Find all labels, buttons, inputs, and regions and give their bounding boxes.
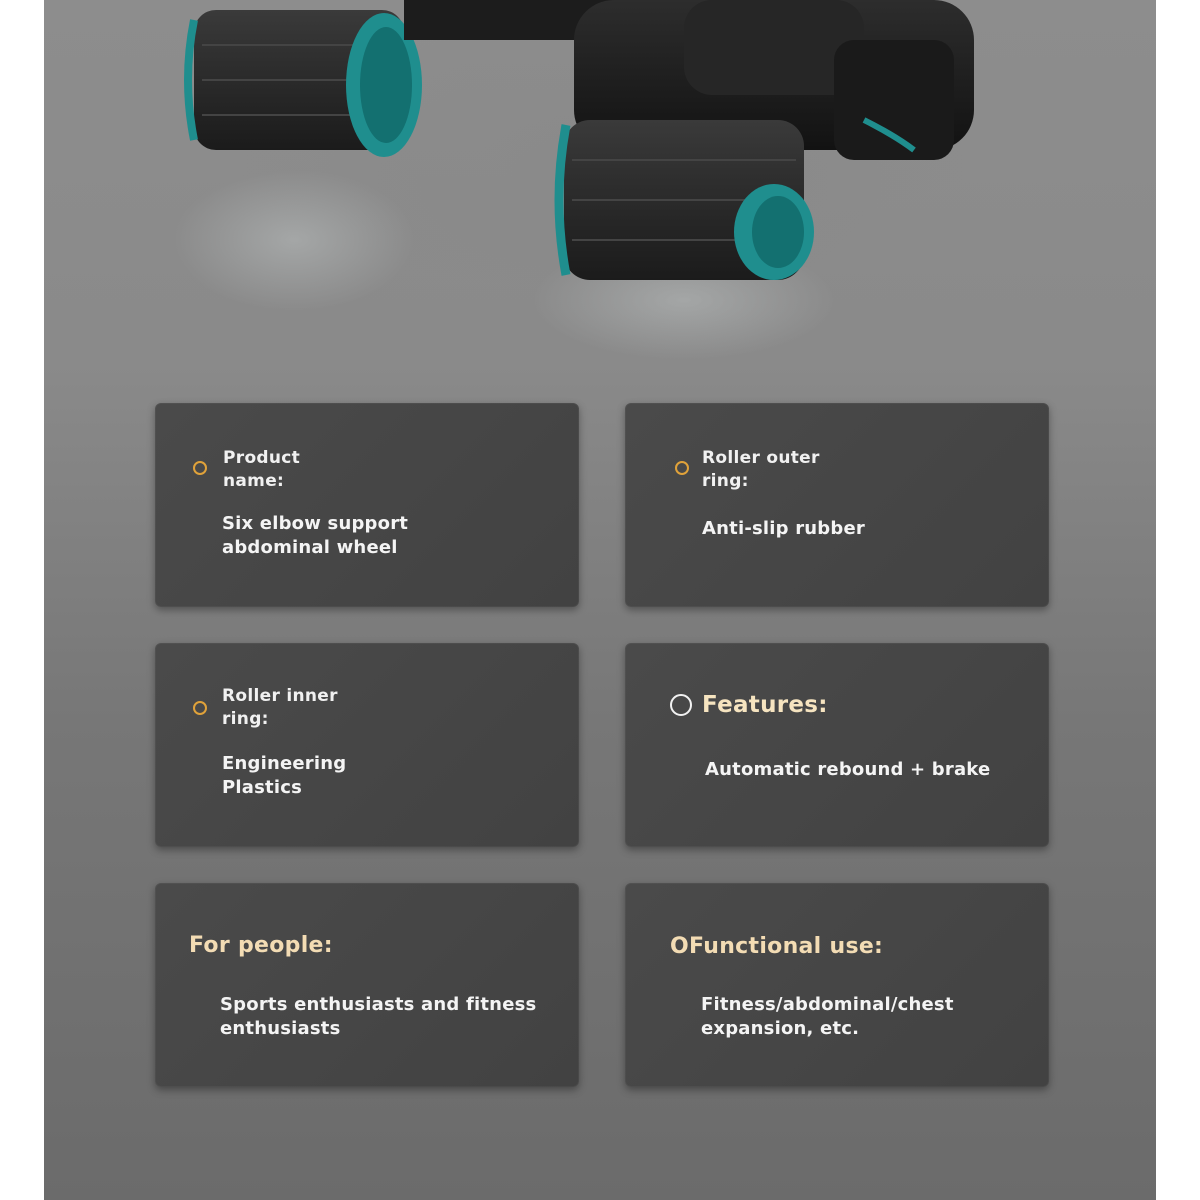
ab-wheel-product-image [44, 0, 1156, 380]
card-label: Roller outer ring: [702, 448, 820, 491]
spec-card-roller-outer-ring [625, 403, 1049, 607]
circle-bullet-icon [675, 461, 689, 475]
circle-bullet-icon [670, 694, 692, 716]
spec-card-roller-inner-ring [155, 643, 579, 847]
card-value: Automatic rebound + brake [705, 759, 991, 780]
card-label: For people: [189, 933, 333, 958]
product-page [44, 0, 1156, 1200]
card-label: Product name: [223, 448, 301, 491]
spec-card-functional-use [625, 883, 1049, 1087]
card-value: Sports enthusiasts and fitness enthusiasts [220, 994, 537, 1039]
card-label: Roller inner ring: [222, 686, 338, 729]
spec-card-for-people [155, 883, 579, 1087]
card-value: Anti-slip rubber [702, 518, 865, 539]
card-label: Features: [702, 692, 828, 718]
card-label: OFunctional use: [670, 934, 884, 959]
spec-card-product-name [155, 403, 579, 607]
card-value: Six elbow support abdominal wheel [222, 513, 409, 558]
card-value: Engineering Plastics [222, 753, 347, 798]
circle-bullet-icon [193, 461, 207, 475]
circle-bullet-icon [193, 701, 207, 715]
card-value: Fitness/abdominal/chest expansion, etc. [701, 994, 954, 1039]
spec-card-features [625, 643, 1049, 847]
